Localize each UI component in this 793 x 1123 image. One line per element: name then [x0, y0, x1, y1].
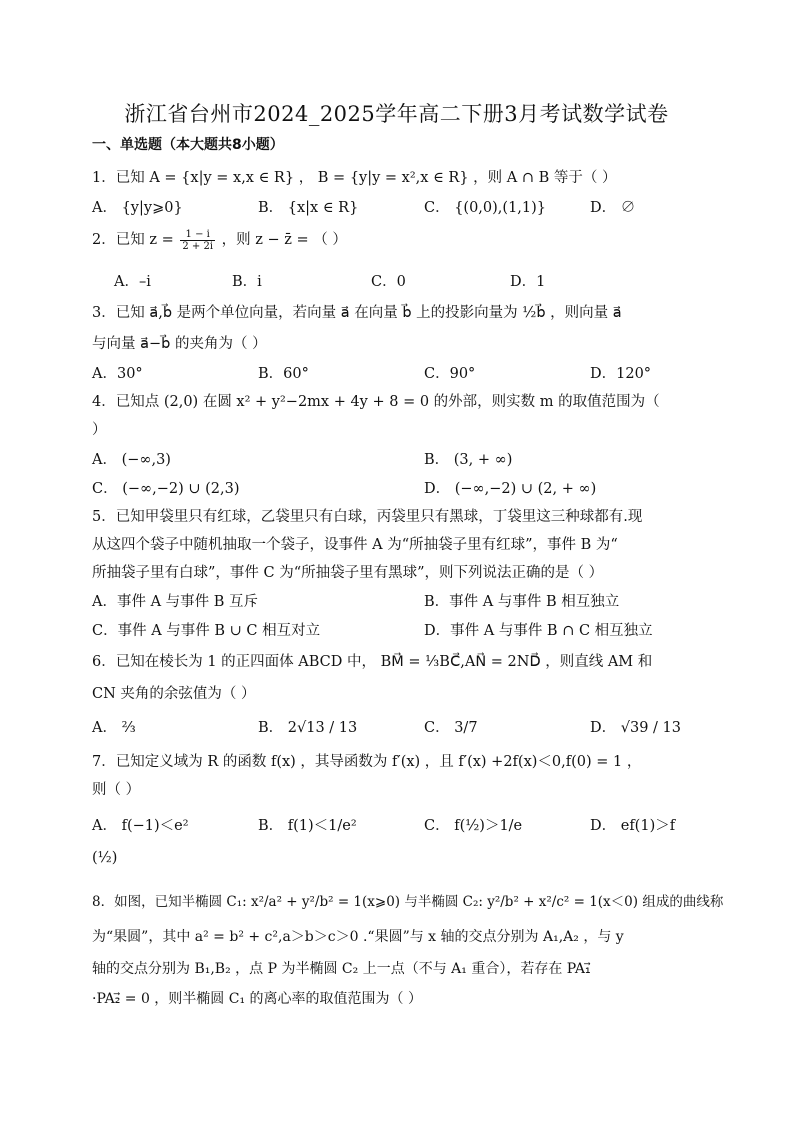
q2-stem — [92, 228, 347, 252]
q7-option-a: A． f(−1)＜e² — [92, 818, 189, 834]
q7-option-d: D． ef(1)＞f — [590, 818, 676, 834]
q7-option-d-continued: (½) — [92, 850, 118, 866]
q5-line-1: 5．已知甲袋里只有红球，乙袋里只有白球，丙袋里只有黑球，丁袋里这三种球都有.现 — [92, 509, 643, 525]
q3-option-a: A．30° — [92, 366, 143, 382]
q8-line-2: 为“果圆”，其中 a² = b² + c²,a＞b＞c＞0 .“果圆”与 x 轴的交点分别为 A₁,A₂ ，与 y — [92, 929, 624, 945]
q6-option-a: A． ⅔ — [92, 720, 136, 736]
q5-option-c: C．事件 A 与事件 B ∪ C 相互对立 — [92, 623, 321, 639]
q5-line-2: 从这四个袋子中随机抽取一个袋子，设事件 A 为“所抽袋子里有红球”，事件 B 为“ — [92, 537, 618, 553]
q6-option-d: D． √39 / 13 — [590, 720, 681, 736]
q4-option-b: B． (3, + ∞) — [424, 452, 513, 468]
q5-option-d: D．事件 A 与事件 B ∩ C 相互独立 — [424, 623, 653, 639]
q3-option-b: B．60° — [258, 366, 309, 382]
q7-option-b: B． f(1)＜1/e² — [258, 818, 357, 834]
q8-line-4: ·PA₂⃗ = 0 ，则半椭圆 C₁ 的离心率的取值范围为（ ） — [92, 991, 422, 1007]
q2-stem-suffix: ，则 z − z̄ = （ ） — [221, 232, 347, 248]
q3-option-d: D．120° — [590, 366, 652, 382]
q2-option-b: B．i — [232, 274, 262, 290]
q4-option-d: D． (−∞,−2) ∪ (2, + ∞) — [424, 481, 597, 497]
q6-line-1: 6．已知在棱长为 1 的正四面体 ABCD 中， BM⃗ = ⅓BC⃗,AN⃗ = 2ND⃗ ，则直线 AM 和 — [92, 654, 653, 670]
q3-line-1: 3．已知 a⃗,b⃗ 是两个单位向量，若向量 a⃗ 在向量 b⃗ 上的投影向量为 ½b⃗ ，则向量 a⃗ — [92, 305, 622, 321]
q7-line-1: 7．已知定义域为 R 的函数 f(x) ，其导函数为 f′(x) ，且 f′(x) +2f(x)＜0,f(0) = 1 ， — [92, 754, 642, 770]
q2-option-c: C．0 — [371, 274, 406, 290]
q4-line-2: ） — [92, 422, 107, 438]
q1-stem: 1．已知 A = {x|y = x,x ∈ R} ， B = {y|y = x²,x ∈ R} ，则 A ∩ B 等于（ ） — [92, 170, 617, 186]
q4-option-c: C． (−∞,−2) ∪ (2,3) — [92, 481, 240, 497]
q6-option-c: C． 3/7 — [424, 720, 478, 736]
q1-option-a: A． {y|y⩾0} — [92, 200, 183, 216]
q1-option-b: B． {x|x ∈ R} — [258, 200, 359, 216]
q2-option-d: D．1 — [510, 274, 546, 290]
q8-line-3: 轴的交点分别为 B₁,B₂ ，点 P 为半椭圆 C₂ 上一点（不与 A₁ 重合），若存在 PA₁⃗ — [92, 961, 591, 977]
q5-line-3: 所抽袋子里有白球”，事件 C 为“所抽袋子里有黑球”，则下列说法正确的是（ ） — [92, 565, 604, 581]
q7-option-c: C． f(½)＞1/e — [424, 818, 523, 834]
q2-stem-prefix: 2．已知 — [92, 232, 145, 248]
q2-stem-z: z = — [149, 232, 174, 248]
q1-option-d: D． ∅ — [590, 200, 636, 216]
q5-option-b: B．事件 A 与事件 B 相互独立 — [424, 594, 620, 610]
section-heading: 一、单选题（本大题共8小题） — [92, 137, 284, 153]
q4-line-1: 4．已知点 (2,0) 在圆 x² + y²−2mx + 4y + 8 = 0 的外部，则实数 m 的取值范围为（ — [92, 394, 660, 410]
q6-line-2: CN 夹角的余弦值为（ ） — [92, 686, 256, 702]
q1-option-c: C． {(0,0),(1,1)} — [424, 200, 547, 216]
page-title: 浙江省台州市2024_2025学年高二下册3月考试数学试卷 — [124, 102, 669, 126]
q4-option-a: A． (−∞,3) — [92, 452, 171, 468]
q7-line-2: 则（ ） — [92, 782, 141, 798]
q2-fraction — [180, 229, 215, 252]
q2-fraction-denominator: 2 + 2i — [182, 240, 214, 252]
q2-fraction-numerator: 1 − i — [180, 229, 215, 241]
q6-option-b: B． 2√13 / 13 — [258, 720, 358, 736]
q8-line-1: 8．如图，已知半椭圆 C₁: x²/a² + y²/b² = 1(x⩾0) 与半椭圆 C₂: y²/b² + x²/c² = 1(x＜0) 组成的曲线称 — [92, 894, 724, 910]
q3-line-2: 与向量 a⃗−b⃗ 的夹角为（ ） — [92, 336, 267, 352]
q5-option-a: A．事件 A 与事件 B 互斥 — [92, 594, 259, 610]
q3-option-c: C．90° — [424, 366, 476, 382]
q2-option-a: A．–i — [114, 274, 151, 290]
